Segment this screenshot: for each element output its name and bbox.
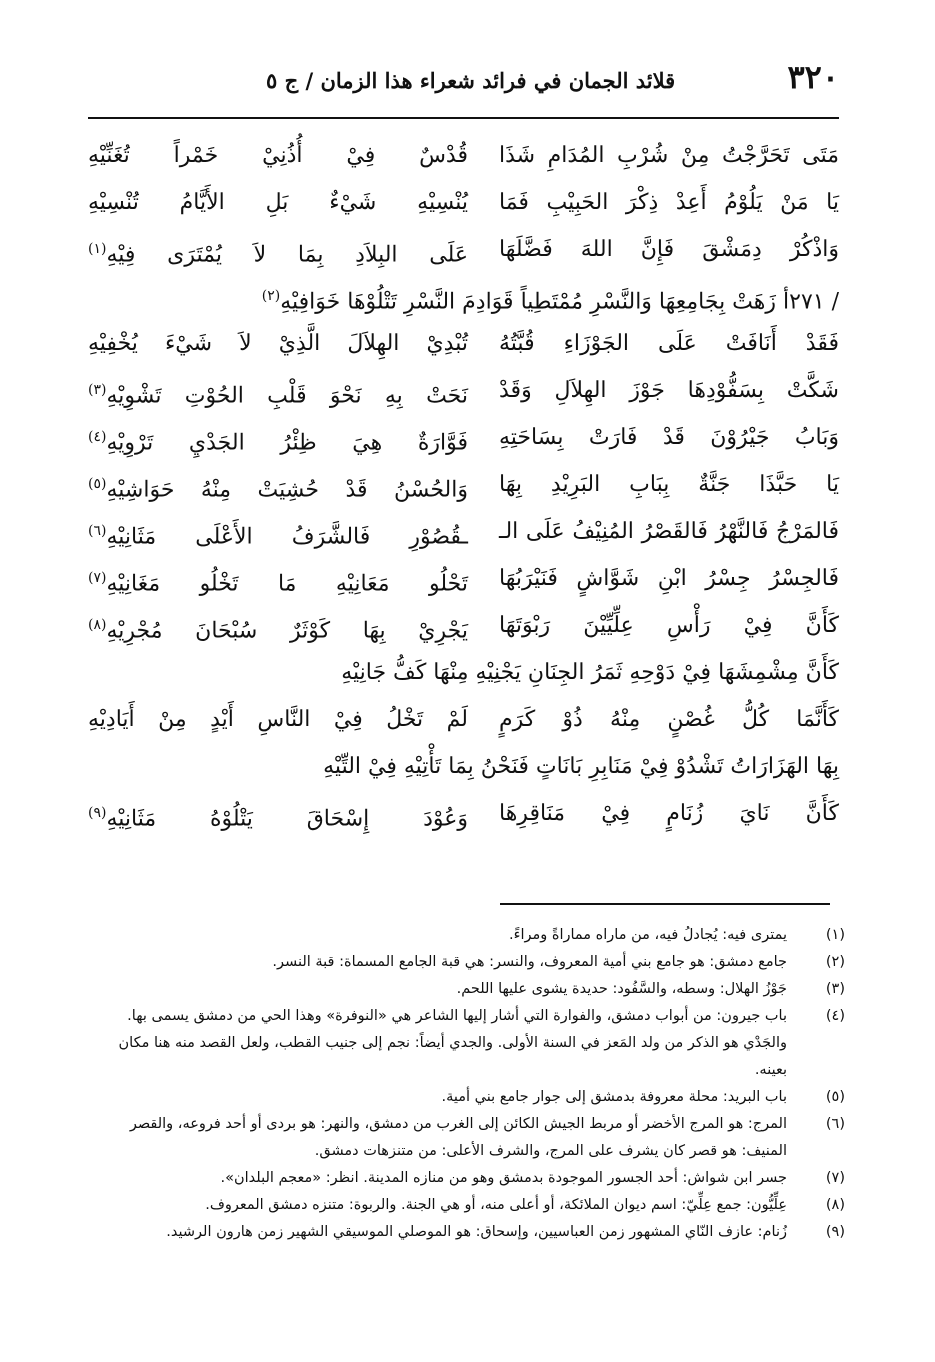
verse — [88, 367, 839, 414]
verse — [88, 414, 839, 461]
footnote-text: زُنام: عازف النّاي المشهور زمن العباسيين، وإسحاق: هو الموصلي الموسيقي الشهير زمن هارون الرشيد. — [166, 1224, 787, 1240]
verse — [88, 179, 839, 226]
verse — [88, 790, 839, 837]
verse-second-hemistich: تُبْدِيْ الهِلاَلَ الَّذِيْ لاَ شَيْءَ يُخْفِيْهِ — [88, 331, 468, 356]
footnote-ref: (٨) — [88, 617, 107, 633]
verse-second-hemistich: لَمْ تَخْلُ فِيْ النَّاسِ أَيْدٍ مِنْ أَيَادِيْهِ — [88, 707, 468, 732]
running-title: قلائد الجمان في فرائد شعراء هذا الزمان / ج ٥ — [266, 68, 676, 93]
verse — [88, 555, 839, 602]
verse — [88, 226, 839, 273]
footnote — [100, 1219, 845, 1246]
footnote-text: عِلِّيُّون: جمع عِلِّيّ: اسم ديوان الملائكة، أو أعلى منه، أو هي الجنة. والربوة: متنزه دمشق المعروف. — [205, 1197, 787, 1213]
page-header — [88, 58, 839, 106]
verse-first-hemistich: كَأَنَّ فِيْ رَأْسِ عِلِّيِّيْنَ رَبْوَتَهَا — [499, 613, 839, 638]
verse-first-hemistich: فَالمَرْجُ فَالنَّهْرُ فَالقَصْرُ المُنِيْفُ عَلَى الـ — [499, 519, 839, 544]
footnote-number: (٣) — [825, 981, 845, 997]
verse — [88, 320, 839, 367]
verse-first-hemistich: يَا حَبَّذَا جَنَّةٌ بِبَابِ البَرِيْدِ بِهَا — [499, 472, 839, 497]
verse-first-hemistich: شَكَّتْ بِسَفُّوْدِهَا جَوْزَ الهِلاَلِ وَقَدْ — [499, 378, 839, 403]
footnote-number: (١) — [825, 927, 845, 943]
verse-second-hemistich: نَحَتْ بِهِ نَحْوَ قَلْبِ الحُوْتِ تَشْوِيْهِ$^{(٣)}$ — [88, 382, 468, 409]
verse — [88, 273, 839, 320]
verse-second-hemistich: فَوَّارَةٌ هِيَ ظِئْرُ الجَدْيِ تَرْوِيْهِ$^{(٤)}$ — [88, 429, 468, 456]
footnotes-rule — [500, 903, 830, 905]
footnote-number: (٧) — [825, 1170, 845, 1186]
footnote — [100, 1165, 845, 1192]
footnote-text: جامع دمشق: هو جامع بني أمية المعروف، والنسر: هي قبة الجامع المسماة: قبة النسر. — [272, 954, 787, 970]
footnote-number: (٨) — [825, 1197, 845, 1213]
footnote-text: باب جيرون: من أبواب دمشق، والفوارة التي أشار إليها الشاعر هي «النوفرة» وهذا الحي من دمشق يسمى بها. والجَدْي هو الذكر من ولد المَعز في السنة الأولى. والجدي أيضاً: نجم إلى جنيب القطب، ولعل القصد منه هنا مكان بعينه. — [118, 1008, 787, 1078]
verse-first-hemistich: وَبَابُ جَيْرُوْنَ قَدْ فَارَتْ بِسَاحَتِهِ — [499, 425, 839, 450]
verse-first-hemistich: وَاذْكُرْ دِمَشْقَ فَإِنَّ اللهَ فَضَّلَهَا — [499, 237, 839, 262]
verse-second-hemistich: ـقُصُوْرِ فَالشَّرَفُ الأَعْلَى مَثَانِيْهِ$^{(٦)}$ — [88, 523, 468, 550]
verse-second-hemistich: عَلَى البِلاَدِ بِمَا لاَ يُمْتَرَى فِيْهِ$^{(١)}$ — [88, 241, 468, 268]
footnote — [100, 1192, 845, 1219]
footnote — [100, 1003, 845, 1084]
footnote-ref: (٤) — [88, 429, 107, 445]
footnote-ref: (٧) — [88, 570, 107, 586]
page-number: ٣٢٠ — [787, 58, 839, 96]
verse — [88, 743, 839, 790]
footnote — [100, 922, 845, 949]
verse-second-hemistich: يُنْسِيْهِ شَيْءٌ بَلِ الأَيَّامُ تُنْسِيْهِ — [88, 190, 468, 215]
verse-first-hemistich: فَالجِسْرُ جِسْرُ ابْنِ شَوَّاشٍ فَنَيْرَبُهَا — [499, 566, 839, 591]
footnote-ref: (٦) — [88, 523, 107, 539]
verse-second-hemistich: تَحْلُو مَعَانِيْهِ مَا تَخْلُو مَغَانِيْهِ$^{(٧)}$ — [88, 570, 468, 597]
verse — [88, 696, 839, 743]
verse-second-hemistich: قُدْسٌ فِيْ أُذُنِيْ خَمْراً تُغَنِّيْهِ — [88, 143, 468, 168]
verse-full-line: بِهَا الهَزَارَاتُ تَشْدُوْ فِيْ مَنَابِرِ بَانَاتٍ فَنَحْنُ بِمَا تَأْتِيْهِ فِيْ التِّيْهِ — [323, 754, 839, 779]
footnote-ref: (١) — [88, 241, 107, 257]
verse-full-line: كَأَنَّ مِشْمِشَهَا فِيْ دَوْحِهِ ثَمَرُ الجِنَانِ يَجْنِيْهِ مِنْهَا كَفُّ جَانِيْهِ — [341, 660, 839, 685]
manuscript-folio-marker: / ٢٧١أ — [783, 289, 839, 315]
footnote-ref: (٣) — [88, 382, 107, 398]
footnote-ref: (٩) — [88, 805, 107, 821]
footnote-text: باب البريد: محلة معروفة بدمشق إلى جوار جامع بني أمية. — [441, 1089, 787, 1105]
verse-first-hemistich: كَأَنَّمَا كُلُّ غُصْنٍ مِنْهُ ذُوْ كَرَمٍ — [499, 707, 839, 732]
verse-first-hemistich: كَأَنَّ نَايَ زُنَامٍ فِيْ مَنَاقِرِهَا — [499, 801, 839, 826]
verse — [88, 508, 839, 555]
footnote-text: جسر ابن شواش: أحد الجسور الموجودة بدمشق وهو من منازه المدينة. انظر: «معجم البلدان». — [220, 1170, 787, 1186]
verse-second-hemistich: يَجْرِيْ بِهَا كَوْثَرٌ سُبْحَانَ مُجْرِيْهِ$^{(٨)}$ — [88, 617, 468, 644]
footnote-number: (٦) — [825, 1116, 845, 1132]
footnote-number: (٥) — [825, 1089, 845, 1105]
footnote-number: (٩) — [825, 1224, 845, 1240]
footnote-text: المرج: هو المرج الأخضر أو مربط الجيش الكائن إلى الغرب من دمشق، والنهر: هو بردى أو أحد فروعه، والقصر المنيف: هو قصر كان يشرف على المرج، والشرف الأعلى: من متنزهات دمشق. — [129, 1116, 787, 1159]
footnote — [100, 949, 845, 976]
verse — [88, 602, 839, 649]
verse-first-hemistich: مَتَى تَحَرَّجْتُ مِنْ شُرْبِ المُدَامِ شَذَا — [499, 143, 839, 168]
verse — [88, 461, 839, 508]
verse — [88, 132, 839, 179]
footnote — [100, 976, 845, 1003]
footnote-text: جَوْزُ الهلال: وسطه، والسَّفُود: حديدة يشوى عليها اللحم. — [456, 981, 787, 997]
verse-full-line: / ٢٧١أ زَهَتْ بِجَامِعِهَا وَالنَّسْرِ مُمْتَطِياً قَوَادِمَ النَّسْرِ تَتْلُوْهَا خَوَافِيْهِ$^{(٢)}$ — [261, 288, 839, 315]
poem — [88, 132, 839, 837]
footnote — [100, 1111, 845, 1165]
verse-second-hemistich: وَالحُسْنُ قَدْ حُشِيَتْ مِنْهُ حَوَاشِيْهِ$^{(٥)}$ — [88, 476, 468, 503]
footnote-number: (٤) — [825, 1008, 845, 1024]
footnotes — [100, 922, 845, 1246]
verse — [88, 649, 839, 696]
footnote-number: (٢) — [825, 954, 845, 970]
footnote — [100, 1084, 845, 1111]
verse-second-hemistich: وَعُوْدَ إِسْحَاقَ يَتْلُوْهُ مَثَانِيْهِ$^{(٩)}$ — [88, 805, 468, 832]
verse-first-hemistich: فَقَدْ أَنَافَتْ عَلَى الجَوْزَاءِ قُبَّتُهُ — [499, 331, 839, 356]
verse-first-hemistich: يَا مَنْ يَلُوْمُ أَعِدْ ذِكْرَ الحَبِيْبِ فَمَا — [499, 190, 839, 215]
footnote-ref: (٥) — [88, 476, 107, 492]
footnote-ref: (٢) — [261, 288, 281, 304]
header-rule — [88, 117, 839, 119]
footnote-text: يمترى فيه: يُجادلُ فيه، من ماراه مماراةً ومراءً. — [509, 927, 787, 943]
